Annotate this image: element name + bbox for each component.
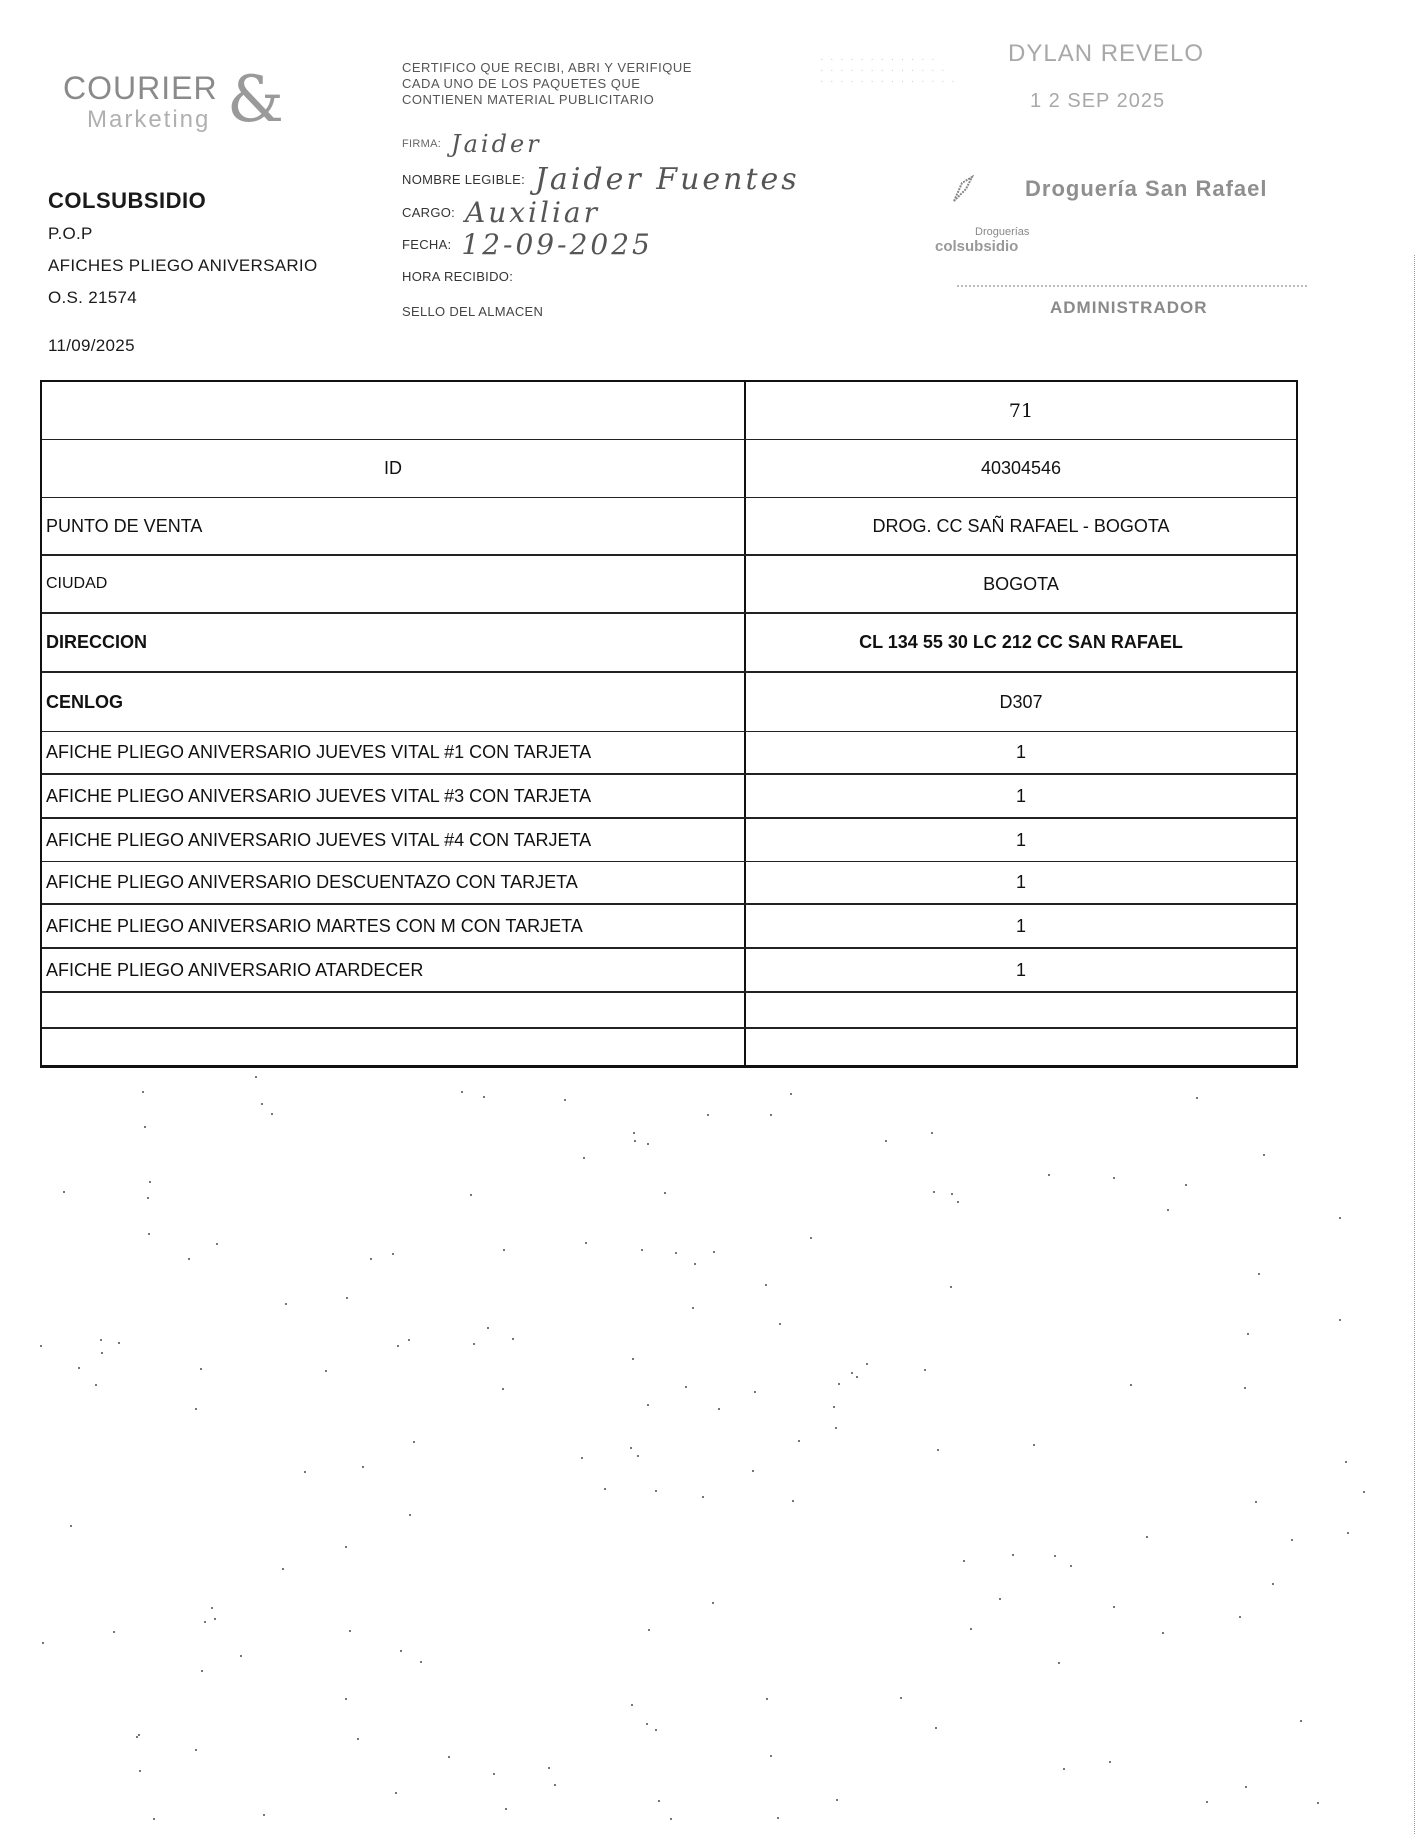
- item-label: [42, 1029, 746, 1065]
- item-qty: 1: [1015, 915, 1026, 936]
- certify-line: CONTIENEN MATERIAL PUBLICITARIO: [402, 92, 655, 107]
- scan-speck: [707, 1114, 709, 1116]
- scan-speck: [583, 1157, 585, 1159]
- item-label: AFICHE PLIEGO ANIVERSARIO JUEVES VITAL #1 CON TARJETA: [42, 732, 746, 773]
- scan-speck: [200, 1368, 202, 1370]
- scan-speck: [777, 1817, 779, 1819]
- item-label: [42, 993, 746, 1027]
- scan-speck: [1339, 1319, 1341, 1321]
- scan-speck: [1363, 1491, 1365, 1493]
- scan-speck: [658, 1800, 660, 1802]
- cargo-value: Auxiliar: [465, 196, 601, 229]
- scan-speck: [70, 1525, 72, 1527]
- table-row-empty: [42, 993, 1296, 1029]
- table-row-direccion: [42, 614, 1296, 673]
- scan-speck: [810, 1237, 812, 1239]
- scan-speck: [1247, 1333, 1249, 1335]
- campaign-name: AFICHES PLIEGO ANIVERSARIO: [48, 256, 318, 275]
- scan-speck: [1146, 1536, 1148, 1538]
- item-label: AFICHE PLIEGO ANIVERSARIO DESCUENTAZO CON TARJETA: [42, 862, 746, 903]
- scan-speck: [1206, 1801, 1208, 1803]
- scan-speck: [548, 1767, 550, 1769]
- scan-speck: [1162, 1632, 1164, 1634]
- scan-speck: [138, 1734, 140, 1736]
- certify-line: CADA UNO DE LOS PAQUETES QUE: [402, 76, 641, 91]
- table-row-item: [42, 949, 1296, 993]
- scan-speck: [604, 1488, 606, 1490]
- scan-speck: [40, 1345, 42, 1347]
- scan-speck: [397, 1345, 399, 1347]
- scan-speck: [1033, 1444, 1035, 1446]
- client-name: COLSUBSIDIO: [48, 188, 207, 213]
- scan-speck: [1263, 1154, 1265, 1156]
- scan-speck: [392, 1253, 394, 1255]
- scan-speck: [833, 1406, 835, 1408]
- received-by-stamp: DYLAN REVELO: [1008, 40, 1205, 67]
- table-row-number: [42, 382, 1296, 440]
- scan-speck: [345, 1698, 347, 1700]
- scan-speck: [78, 1367, 80, 1369]
- scan-speck: [211, 1607, 213, 1609]
- item-label: AFICHE PLIEGO ANIVERSARIO MARTES CON M CON TARJETA: [42, 905, 746, 947]
- scan-speck: [362, 1466, 364, 1468]
- scan-speck: [770, 1755, 772, 1757]
- scan-speck: [1130, 1384, 1132, 1386]
- scan-speck: [1167, 1209, 1169, 1211]
- scan-speck: [285, 1303, 287, 1305]
- scan-speck: [100, 1339, 102, 1341]
- certify-line: CERTIFICO QUE RECIBI, ABRI Y VERIFIQUE: [402, 60, 692, 75]
- scan-speck: [1255, 1501, 1257, 1503]
- scan-speck: [349, 1630, 351, 1632]
- cenlog-value: D307: [999, 691, 1043, 712]
- id-value: 40304546: [980, 458, 1062, 478]
- table-row-item: [42, 775, 1296, 819]
- scan-speck: [448, 1756, 450, 1758]
- firma-label: FIRMA:: [402, 138, 442, 150]
- scan-speck: [282, 1568, 284, 1570]
- scan-speck: [648, 1629, 650, 1631]
- nombre-field: [402, 162, 800, 197]
- scan-speck: [42, 1642, 44, 1644]
- scan-speck: [1339, 1217, 1341, 1219]
- scan-speck: [470, 1194, 472, 1196]
- scan-speck: [95, 1384, 97, 1386]
- scan-speck: [752, 1470, 754, 1472]
- scan-speck: [951, 1193, 953, 1195]
- scan-speck: [63, 1191, 65, 1193]
- item-qty: [746, 1029, 1296, 1065]
- scan-speck: [790, 1093, 792, 1095]
- scan-speck: [1196, 1097, 1198, 1099]
- logo-ampersand-icon: &: [227, 63, 284, 137]
- fecha-field: [402, 228, 653, 261]
- scan-speck: [664, 1192, 666, 1194]
- scan-speck: [1063, 1768, 1065, 1770]
- scan-speck: [118, 1342, 120, 1344]
- administrator-stamp: ADMINISTRADOR: [1050, 298, 1208, 317]
- scan-speck: [970, 1628, 972, 1630]
- ciudad-value: BOGOTA: [983, 573, 1059, 594]
- punto-de-venta-label: PUNTO DE VENTA: [42, 498, 746, 554]
- colsubsidio-bird-icon: [952, 175, 974, 203]
- client-category: P.O.P: [48, 224, 93, 243]
- scan-speck: [1070, 1565, 1072, 1567]
- direccion-label: DIRECCION: [42, 614, 746, 671]
- received-date-stamp: 1 2 SEP 2025: [1030, 90, 1166, 112]
- scan-speck: [937, 1449, 939, 1451]
- item-qty: 1: [1015, 872, 1026, 892]
- scan-speck: [370, 1258, 372, 1260]
- scan-speck: [836, 1799, 838, 1801]
- scan-speck: [188, 1258, 190, 1260]
- scan-speck: [263, 1814, 265, 1816]
- hora-label: HORA RECIBIDO:: [402, 269, 514, 285]
- scan-speck: [201, 1670, 203, 1672]
- scan-speck: [685, 1386, 687, 1388]
- scan-speck: [1185, 1184, 1187, 1186]
- table-row-id: [42, 440, 1296, 498]
- scan-speck: [487, 1327, 489, 1329]
- scan-speck: [395, 1792, 397, 1794]
- scan-speck: [1345, 1461, 1347, 1463]
- scan-speck: [147, 1197, 149, 1199]
- document-date: 11/09/2025: [48, 336, 135, 355]
- scan-speck: [153, 1818, 155, 1820]
- item-qty: 1: [1015, 742, 1026, 762]
- scan-speck: [1113, 1606, 1115, 1608]
- nombre-label: NOMBRE LEGIBLE:: [402, 172, 525, 187]
- scan-speck: [1048, 1174, 1050, 1176]
- scan-speck: [148, 1233, 150, 1235]
- scan-speck: [420, 1661, 422, 1663]
- punto-de-venta-value: DROG. CC SAÑ RAFAEL - BOGOTA: [872, 515, 1170, 536]
- row-label: [42, 382, 746, 439]
- id-label: ID: [42, 440, 746, 497]
- table-row-cenlog: [42, 673, 1296, 732]
- scan-speck: [632, 1358, 634, 1360]
- store-brand-line2: colsubsidio: [935, 238, 1019, 255]
- logo-word-marketing: Marketing: [87, 106, 211, 133]
- scan-speck: [1109, 1761, 1111, 1763]
- scan-speck: [692, 1307, 694, 1309]
- scan-speck: [646, 1723, 648, 1725]
- table-row-item: [42, 819, 1296, 862]
- scan-speck: [261, 1103, 263, 1105]
- item-label: AFICHE PLIEGO ANIVERSARIO JUEVES VITAL #4 CON TARJETA: [42, 819, 746, 861]
- scan-speck: [634, 1140, 636, 1142]
- scan-speck: [754, 1391, 756, 1393]
- scan-speck: [931, 1132, 933, 1134]
- scan-speck: [271, 1113, 273, 1115]
- direccion-value: CL 134 55 30 LC 212 CC SAN RAFAEL: [859, 632, 1183, 652]
- scan-speck: [408, 1339, 410, 1341]
- scan-speck: [999, 1598, 1001, 1600]
- scan-speck: [136, 1736, 138, 1738]
- scan-speck: [851, 1372, 853, 1374]
- cargo-field: [402, 196, 600, 229]
- scan-speck: [718, 1408, 720, 1410]
- scan-speck: [483, 1096, 485, 1098]
- scan-speck: [1054, 1555, 1056, 1557]
- scan-speck: [770, 1114, 772, 1116]
- store-name-stamp: Droguería San Rafael: [1025, 176, 1268, 201]
- scan-speck: [856, 1376, 858, 1378]
- scan-speck: [101, 1352, 103, 1354]
- scan-speck: [633, 1132, 635, 1134]
- scan-speck: [1291, 1539, 1293, 1541]
- scan-speck: [413, 1441, 415, 1443]
- scan-speck: [1113, 1177, 1115, 1179]
- item-qty: 1: [1015, 785, 1026, 806]
- faded-stamp-text: · · · · · · · · · · · · · · · · · · · · · · · · · · · · · · · · · · · · · · ·: [820, 54, 957, 87]
- scan-speck: [195, 1408, 197, 1410]
- fecha-value: 12-09-2025: [461, 228, 653, 261]
- scan-speck: [924, 1369, 926, 1371]
- item-qty: 1: [1015, 829, 1026, 850]
- scan-speck: [357, 1738, 359, 1740]
- scan-speck: [1245, 1786, 1247, 1788]
- scan-speck: [798, 1440, 800, 1442]
- service-order: O.S. 21574: [48, 288, 138, 307]
- scan-speck: [835, 1427, 837, 1429]
- scan-speck: [461, 1091, 463, 1093]
- scan-speck: [670, 1818, 672, 1820]
- scan-speck: [866, 1363, 868, 1365]
- scan-speck: [779, 1323, 781, 1325]
- firma-field: [402, 130, 542, 158]
- row-number-value: 71: [1008, 399, 1034, 422]
- scan-speck: [505, 1808, 507, 1810]
- logo-word-courier: COURIER: [63, 70, 218, 106]
- scan-speck: [400, 1650, 402, 1652]
- scan-speck: [255, 1076, 257, 1078]
- scan-speck: [216, 1243, 218, 1245]
- scan-speck: [581, 1457, 583, 1459]
- item-label: AFICHE PLIEGO ANIVERSARIO JUEVES VITAL #3 CON TARJETA: [42, 775, 746, 817]
- scan-speck: [144, 1126, 146, 1128]
- scan-speck: [503, 1249, 505, 1251]
- scan-speck: [585, 1242, 587, 1244]
- table-row-item: [42, 905, 1296, 949]
- scan-speck: [346, 1297, 348, 1299]
- table-row-item: [42, 732, 1296, 775]
- hora-field: [402, 268, 513, 284]
- item-qty: [746, 993, 1296, 1027]
- scan-speck: [702, 1496, 704, 1498]
- scan-speck: [655, 1729, 657, 1731]
- scan-speck: [554, 1784, 556, 1786]
- stamp-dashed-line: [957, 285, 1307, 287]
- scan-speck: [950, 1286, 952, 1288]
- scan-speck: [304, 1471, 306, 1473]
- scan-speck: [655, 1490, 657, 1492]
- scan-speck: [325, 1370, 327, 1372]
- certification-text: [402, 60, 692, 108]
- scan-speck: [1244, 1387, 1246, 1389]
- scan-speck: [631, 1704, 633, 1706]
- store-brand-line1: Droguerías: [975, 226, 1030, 238]
- scan-speck: [1347, 1532, 1349, 1534]
- firma-signature: Jaider: [451, 130, 542, 158]
- scan-speck: [1258, 1273, 1260, 1275]
- courier-marketing-logo: [45, 62, 284, 147]
- scan-speck: [963, 1560, 965, 1562]
- cargo-label: CARGO:: [402, 205, 456, 220]
- scan-speck: [885, 1140, 887, 1142]
- scan-speck: [1300, 1720, 1302, 1722]
- scan-speck: [564, 1099, 566, 1101]
- scan-speck: [647, 1143, 649, 1145]
- scan-speck: [713, 1251, 715, 1253]
- ciudad-label: CIUDAD: [42, 556, 746, 612]
- scan-speck: [204, 1621, 206, 1623]
- scan-speck: [345, 1546, 347, 1548]
- scan-speck: [113, 1631, 115, 1633]
- scan-speck: [647, 1404, 649, 1406]
- scan-speck: [240, 1655, 242, 1657]
- scan-speck: [933, 1191, 935, 1193]
- scan-speck: [473, 1343, 475, 1345]
- scan-speck: [139, 1770, 141, 1772]
- scan-speck: [409, 1514, 411, 1516]
- scan-speck: [1058, 1662, 1060, 1664]
- nombre-value: Jaider Fuentes: [534, 162, 800, 197]
- scan-speck: [512, 1338, 514, 1340]
- cenlog-label: CENLOG: [42, 673, 746, 731]
- scan-speck: [630, 1447, 632, 1449]
- sello-label: SELLO DEL ALMACEN: [402, 304, 544, 319]
- item-qty: 1: [1015, 959, 1026, 980]
- scan-speck: [900, 1697, 902, 1699]
- scan-speck: [766, 1698, 768, 1700]
- fecha-label: FECHA:: [402, 237, 452, 252]
- scan-speck: [214, 1618, 216, 1620]
- scan-speck: [502, 1388, 504, 1390]
- scan-speck: [838, 1383, 840, 1385]
- item-label: AFICHE PLIEGO ANIVERSARIO ATARDECER: [42, 949, 746, 991]
- scan-speck: [1272, 1583, 1274, 1585]
- scan-speck: [694, 1263, 696, 1265]
- scan-speck: [149, 1181, 151, 1183]
- delivery-table: [40, 380, 1298, 1068]
- scan-speck: [195, 1749, 197, 1751]
- scan-speck: [1239, 1616, 1241, 1618]
- scan-speck: [712, 1602, 714, 1604]
- scan-speck: [792, 1500, 794, 1502]
- scan-edge-line: [1414, 255, 1415, 1834]
- scan-speck: [641, 1249, 643, 1251]
- table-row-empty: [42, 1029, 1296, 1065]
- scan-speck: [1317, 1802, 1319, 1804]
- scan-speck: [142, 1091, 144, 1093]
- scan-speck: [637, 1455, 639, 1457]
- scan-speck: [675, 1252, 677, 1254]
- table-row-ciudad: [42, 556, 1296, 614]
- scan-speck: [493, 1773, 495, 1775]
- scan-speck: [957, 1201, 959, 1203]
- scan-speck: [1012, 1554, 1014, 1556]
- table-row-punto-de-venta: [42, 498, 1296, 556]
- table-row-item: [42, 862, 1296, 905]
- scan-speck: [935, 1727, 937, 1729]
- scan-speck: [765, 1284, 767, 1286]
